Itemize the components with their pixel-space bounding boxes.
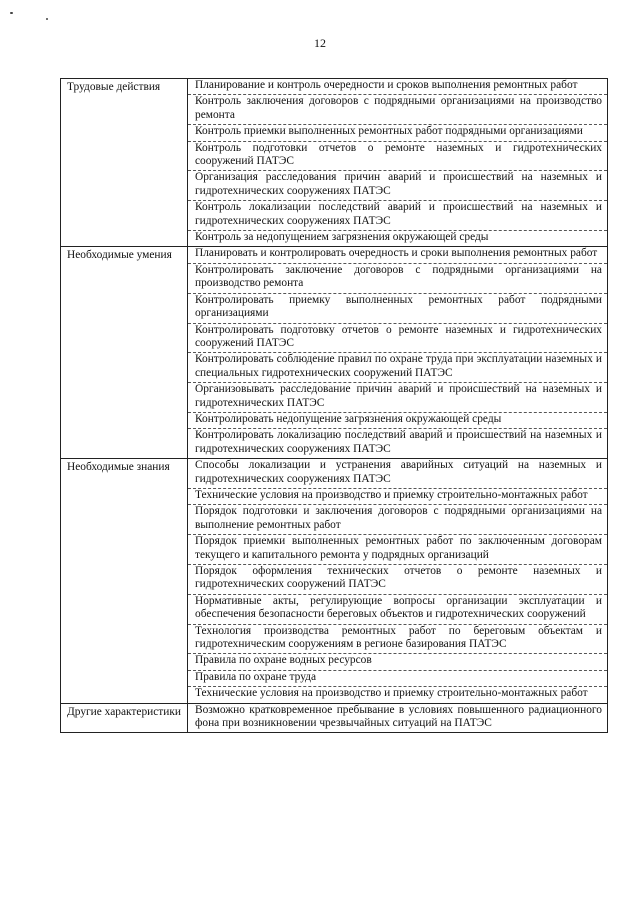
list-item: Порядок оформления технических отчетов о ремонте наземных и гидротехнических сооружений ПАТЭС bbox=[188, 565, 607, 595]
list-item: Технология производства ремонтных работ по береговым объектам и гидротехническим сооружениям в регионе базирования ПАТЭС bbox=[188, 625, 607, 655]
row-label: Другие характеристики bbox=[61, 703, 188, 733]
row-label: Трудовые действия bbox=[61, 79, 188, 247]
table-row bbox=[61, 247, 608, 459]
list-item: Контролировать приемку выполненных ремонтных работ подрядными организациями bbox=[188, 294, 607, 324]
scan-speck bbox=[46, 18, 48, 20]
list-item: Контролировать заключение договоров с подрядными организациями на производство ремонта bbox=[188, 264, 607, 294]
list-item: Технические условия на производство и приемку строительно-монтажных работ bbox=[195, 687, 588, 700]
page-number: 12 bbox=[314, 36, 326, 50]
scan-speck bbox=[10, 12, 13, 14]
list-item: Возможно кратковременное пребывание в условиях повышенного радиационного фона при возникновении чрезвычайных ситуаций на ПАТЭС bbox=[195, 703, 602, 730]
list-item: Нормативные акты, регулирующие вопросы организации эксплуатации и обеспечения безопасности береговых объектов и гидротехнических сооружений bbox=[188, 595, 607, 625]
list-item: Контроль подготовки отчетов о ремонте наземных и гидротехнических сооружений ПАТЭС bbox=[188, 142, 607, 172]
list-item: Способы локализации и устранения аварийных ситуаций на наземных и гидротехнических сооружениях ПАТЭС bbox=[188, 459, 607, 489]
row-items bbox=[188, 247, 608, 459]
list-item: Технические условия на производство и приемку строительно-монтажных работ bbox=[188, 489, 607, 505]
list-item: Контроль приемки выполненных ремонтных работ подрядными организациями bbox=[188, 125, 607, 141]
list-item: Контроль локализации последствий аварий и происшествий на наземных и гидротехнических сооружениях ПАТЭС bbox=[188, 201, 607, 231]
table-row bbox=[61, 79, 608, 247]
list-item: Контролировать недопущение загрязнения окружающей среды bbox=[188, 413, 607, 429]
list-item: Контролировать подготовку отчетов о ремонте наземных и гидротехнических сооружений ПАТЭС bbox=[188, 324, 607, 354]
row-items bbox=[188, 703, 608, 733]
list-item: Контролировать локализацию последствий аварий и происшествий на наземных и гидротехнических сооружениях ПАТЭС bbox=[195, 429, 602, 455]
list-item: Планирование и контроль очередности и сроков выполнения ремонтных работ bbox=[188, 79, 607, 95]
list-item: Контролировать соблюдение правил по охране труда при эксплуатации наземных и специальных гидротехнических сооружений ПАТЭС bbox=[188, 353, 607, 383]
table-row bbox=[61, 459, 608, 704]
row-label: Необходимые знания bbox=[61, 459, 188, 704]
list-item: Порядок приемки выполненных ремонтных работ по заключенным договорам текущего и капитального ремонта у подрядных организаций bbox=[188, 535, 607, 565]
list-item: Организация расследования причин аварий и происшествий на наземных и гидротехнических сооружениях ПАТЭС bbox=[188, 171, 607, 201]
row-items bbox=[188, 79, 608, 247]
row-label: Необходимые умения bbox=[61, 247, 188, 459]
list-item: Организовывать расследование причин аварий и происшествий на наземных и гидротехнических ПАТЭС bbox=[188, 383, 607, 413]
competency-table bbox=[60, 78, 608, 733]
row-items bbox=[188, 459, 608, 704]
list-item: Правила по охране водных ресурсов bbox=[188, 654, 607, 670]
list-item: Правила по охране труда bbox=[188, 671, 607, 687]
list-item: Контроль за недопущением загрязнения окружающей среды bbox=[195, 231, 489, 244]
table-row bbox=[61, 703, 608, 733]
list-item: Планировать и контролировать очередность и сроки выполнения ремонтных работ bbox=[188, 247, 607, 263]
table-body bbox=[61, 79, 608, 733]
list-item: Порядок подготовки и заключения договоров с подрядными организациями на выполнение ремонтных работ bbox=[188, 505, 607, 535]
list-item: Контроль заключения договоров с подрядными организациями на производство ремонта bbox=[188, 95, 607, 125]
